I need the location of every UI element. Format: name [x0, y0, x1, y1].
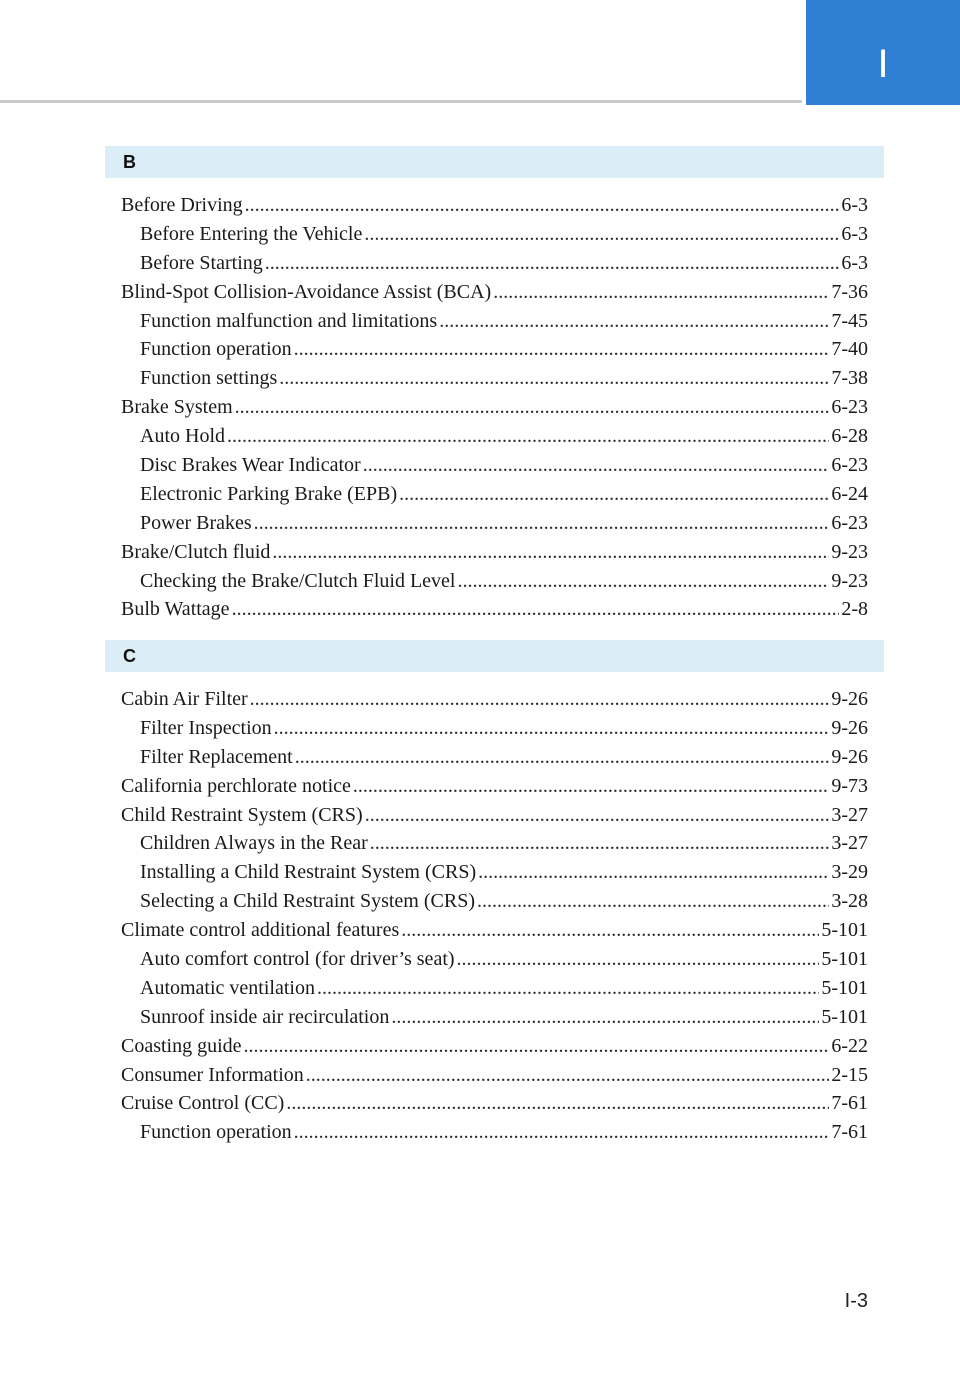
index-entry: [105, 685, 884, 714]
entry-page-ref: 3-28: [831, 890, 868, 913]
entry-label: Before Driving: [121, 194, 243, 216]
entry-label: California perchlorate notice: [121, 774, 351, 797]
dot-leader: [317, 974, 819, 1003]
dot-leader: [245, 191, 840, 220]
entry-label: Disc Brakes Wear Indicator: [140, 454, 361, 477]
dot-leader: [399, 480, 829, 509]
entry-page-ref: 3-27: [831, 832, 868, 855]
entry-label: Filter Inspection: [140, 716, 272, 739]
dot-leader: [272, 538, 829, 567]
dot-leader: [365, 801, 830, 830]
entry-label: Brake/Clutch fluid: [121, 540, 271, 563]
entry-page-ref: 6-23: [831, 454, 868, 477]
entry-page-ref: 2-8: [841, 598, 868, 621]
index-entry: [105, 191, 884, 220]
entry-label: Before Starting: [140, 251, 263, 274]
section-heading: B: [105, 146, 884, 178]
dot-leader: [294, 1118, 830, 1147]
index-entry: [105, 714, 884, 743]
entry-page-ref: 9-73: [831, 774, 868, 797]
index-entry: [105, 801, 884, 830]
dot-leader: [493, 278, 829, 307]
index-entry: [105, 1061, 884, 1090]
entry-label: Before Entering the Vehicle: [140, 222, 363, 245]
dot-leader: [364, 220, 839, 249]
entry-label: Brake System: [121, 396, 233, 419]
index-entry: [105, 422, 884, 451]
entry-page-ref: 5-101: [821, 948, 868, 971]
entry-page-ref: 7-61: [831, 1121, 868, 1144]
entry-page-ref: 5-101: [821, 919, 868, 942]
index-entry: [105, 538, 884, 567]
entry-label: Blind-Spot Collision-Avoidance Assist (BCA): [121, 280, 492, 303]
entry-page-ref: 9-26: [831, 745, 868, 768]
entry-page-ref: 3-29: [831, 861, 868, 884]
entry-page-ref: 6-22: [831, 1034, 868, 1057]
entry-label: Sunroof inside air recirculation: [140, 1005, 390, 1028]
entry-page-ref: 3-27: [831, 803, 868, 826]
index-entry-list: [105, 685, 884, 1147]
dot-leader: [227, 422, 829, 451]
dot-leader: [363, 451, 830, 480]
index-entry: [105, 307, 884, 336]
entry-label: Cabin Air Filter: [121, 688, 248, 710]
dot-leader: [295, 743, 830, 772]
chapter-letter: I: [877, 42, 889, 86]
section-heading: C: [105, 640, 884, 672]
dot-leader: [478, 858, 829, 887]
dot-leader: [232, 595, 840, 624]
entry-label: Bulb Wattage: [121, 598, 230, 621]
entry-label: Climate control additional features: [121, 919, 400, 942]
entry-page-ref: 5-101: [821, 976, 868, 999]
index-entry: [105, 393, 884, 422]
entry-page-ref: 6-24: [831, 482, 868, 505]
chapter-tab: [806, 0, 960, 105]
dot-leader: [353, 772, 829, 801]
dot-leader: [477, 887, 829, 916]
entry-page-ref: 9-23: [831, 540, 868, 563]
entry-page-ref: 7-36: [831, 280, 868, 303]
dot-leader: [294, 335, 830, 364]
entry-label: Cruise Control (CC): [121, 1092, 285, 1115]
entry-label: Function operation: [140, 338, 292, 361]
entry-label: Auto Hold: [140, 425, 225, 448]
index-entry: [105, 1089, 884, 1118]
entry-label: Electronic Parking Brake (EPB): [140, 482, 398, 505]
index-entry: [105, 480, 884, 509]
entry-page-ref: 5-101: [821, 1005, 868, 1028]
index-entry: [105, 887, 884, 916]
entry-label: Installing a Child Restraint System (CRS): [140, 861, 477, 884]
index-entry: [105, 858, 884, 887]
header-rule: [0, 100, 802, 103]
index-entry: [105, 743, 884, 772]
index-entry: [105, 509, 884, 538]
entry-label: Children Always in the Rear: [140, 832, 368, 855]
entry-page-ref: 6-23: [831, 396, 868, 419]
index-entry: [105, 1003, 884, 1032]
entry-page-ref: 6-3: [841, 222, 868, 245]
entry-label: Checking the Brake/Clutch Fluid Level: [140, 569, 456, 592]
entry-page-ref: 7-45: [831, 309, 868, 332]
entry-page-ref: 6-28: [831, 425, 868, 448]
entry-page-ref: 7-40: [831, 338, 868, 361]
entry-page-ref: 6-23: [831, 511, 868, 534]
entry-label: Power Brakes: [140, 511, 252, 534]
entry-label: Consumer Information: [121, 1063, 304, 1086]
index-section-b: [105, 146, 884, 624]
entry-page-ref: 9-23: [831, 569, 868, 592]
index-entry: [105, 220, 884, 249]
dot-leader: [391, 1003, 819, 1032]
index-entry: [105, 335, 884, 364]
dot-leader: [458, 567, 830, 596]
entry-label: Function malfunction and limitations: [140, 309, 438, 332]
entry-page-ref: 2-15: [831, 1063, 868, 1086]
entry-label: Child Restraint System (CRS): [121, 803, 363, 826]
index-section-c: [105, 640, 884, 1147]
index-entry: [105, 916, 884, 945]
entry-label: Automatic ventilation: [140, 976, 315, 999]
dot-leader: [244, 1032, 830, 1061]
dot-leader: [265, 249, 840, 278]
dot-leader: [235, 393, 830, 422]
entry-label: Function operation: [140, 1121, 292, 1144]
entry-page-ref: 9-26: [831, 688, 868, 710]
entry-label: Filter Replacement: [140, 745, 293, 768]
index-entry: [105, 278, 884, 307]
entry-label: Auto comfort control (for driver’s seat): [140, 948, 455, 971]
entry-page-ref: 6-3: [841, 194, 868, 216]
entry-page-ref: 9-26: [831, 716, 868, 739]
entry-page-ref: 7-38: [831, 367, 868, 390]
dot-leader: [274, 714, 830, 743]
dot-leader: [306, 1061, 830, 1090]
index-entry: [105, 249, 884, 278]
dot-leader: [286, 1089, 829, 1118]
page-number: I-3: [844, 1290, 868, 1312]
entry-label: Coasting guide: [121, 1034, 242, 1057]
index-entry: [105, 364, 884, 393]
index-entry: [105, 567, 884, 596]
entry-page-ref: 7-61: [831, 1092, 868, 1115]
index-entry: [105, 451, 884, 480]
index-entry: [105, 945, 884, 974]
index-entry: [105, 974, 884, 1003]
index-entry: [105, 1032, 884, 1061]
dot-leader: [439, 307, 829, 336]
dot-leader: [370, 829, 830, 858]
dot-leader: [401, 916, 819, 945]
index-entry: [105, 829, 884, 858]
entry-label: Selecting a Child Restraint System (CRS): [140, 890, 475, 913]
dot-leader: [254, 509, 830, 538]
index-entry-list: [105, 191, 884, 624]
entry-page-ref: 6-3: [841, 251, 868, 274]
dot-leader: [250, 685, 830, 714]
entry-label: Function settings: [140, 367, 278, 390]
dot-leader: [279, 364, 829, 393]
index-entry: [105, 595, 884, 624]
index-entry: [105, 1118, 884, 1147]
dot-leader: [457, 945, 820, 974]
index-entry: [105, 772, 884, 801]
